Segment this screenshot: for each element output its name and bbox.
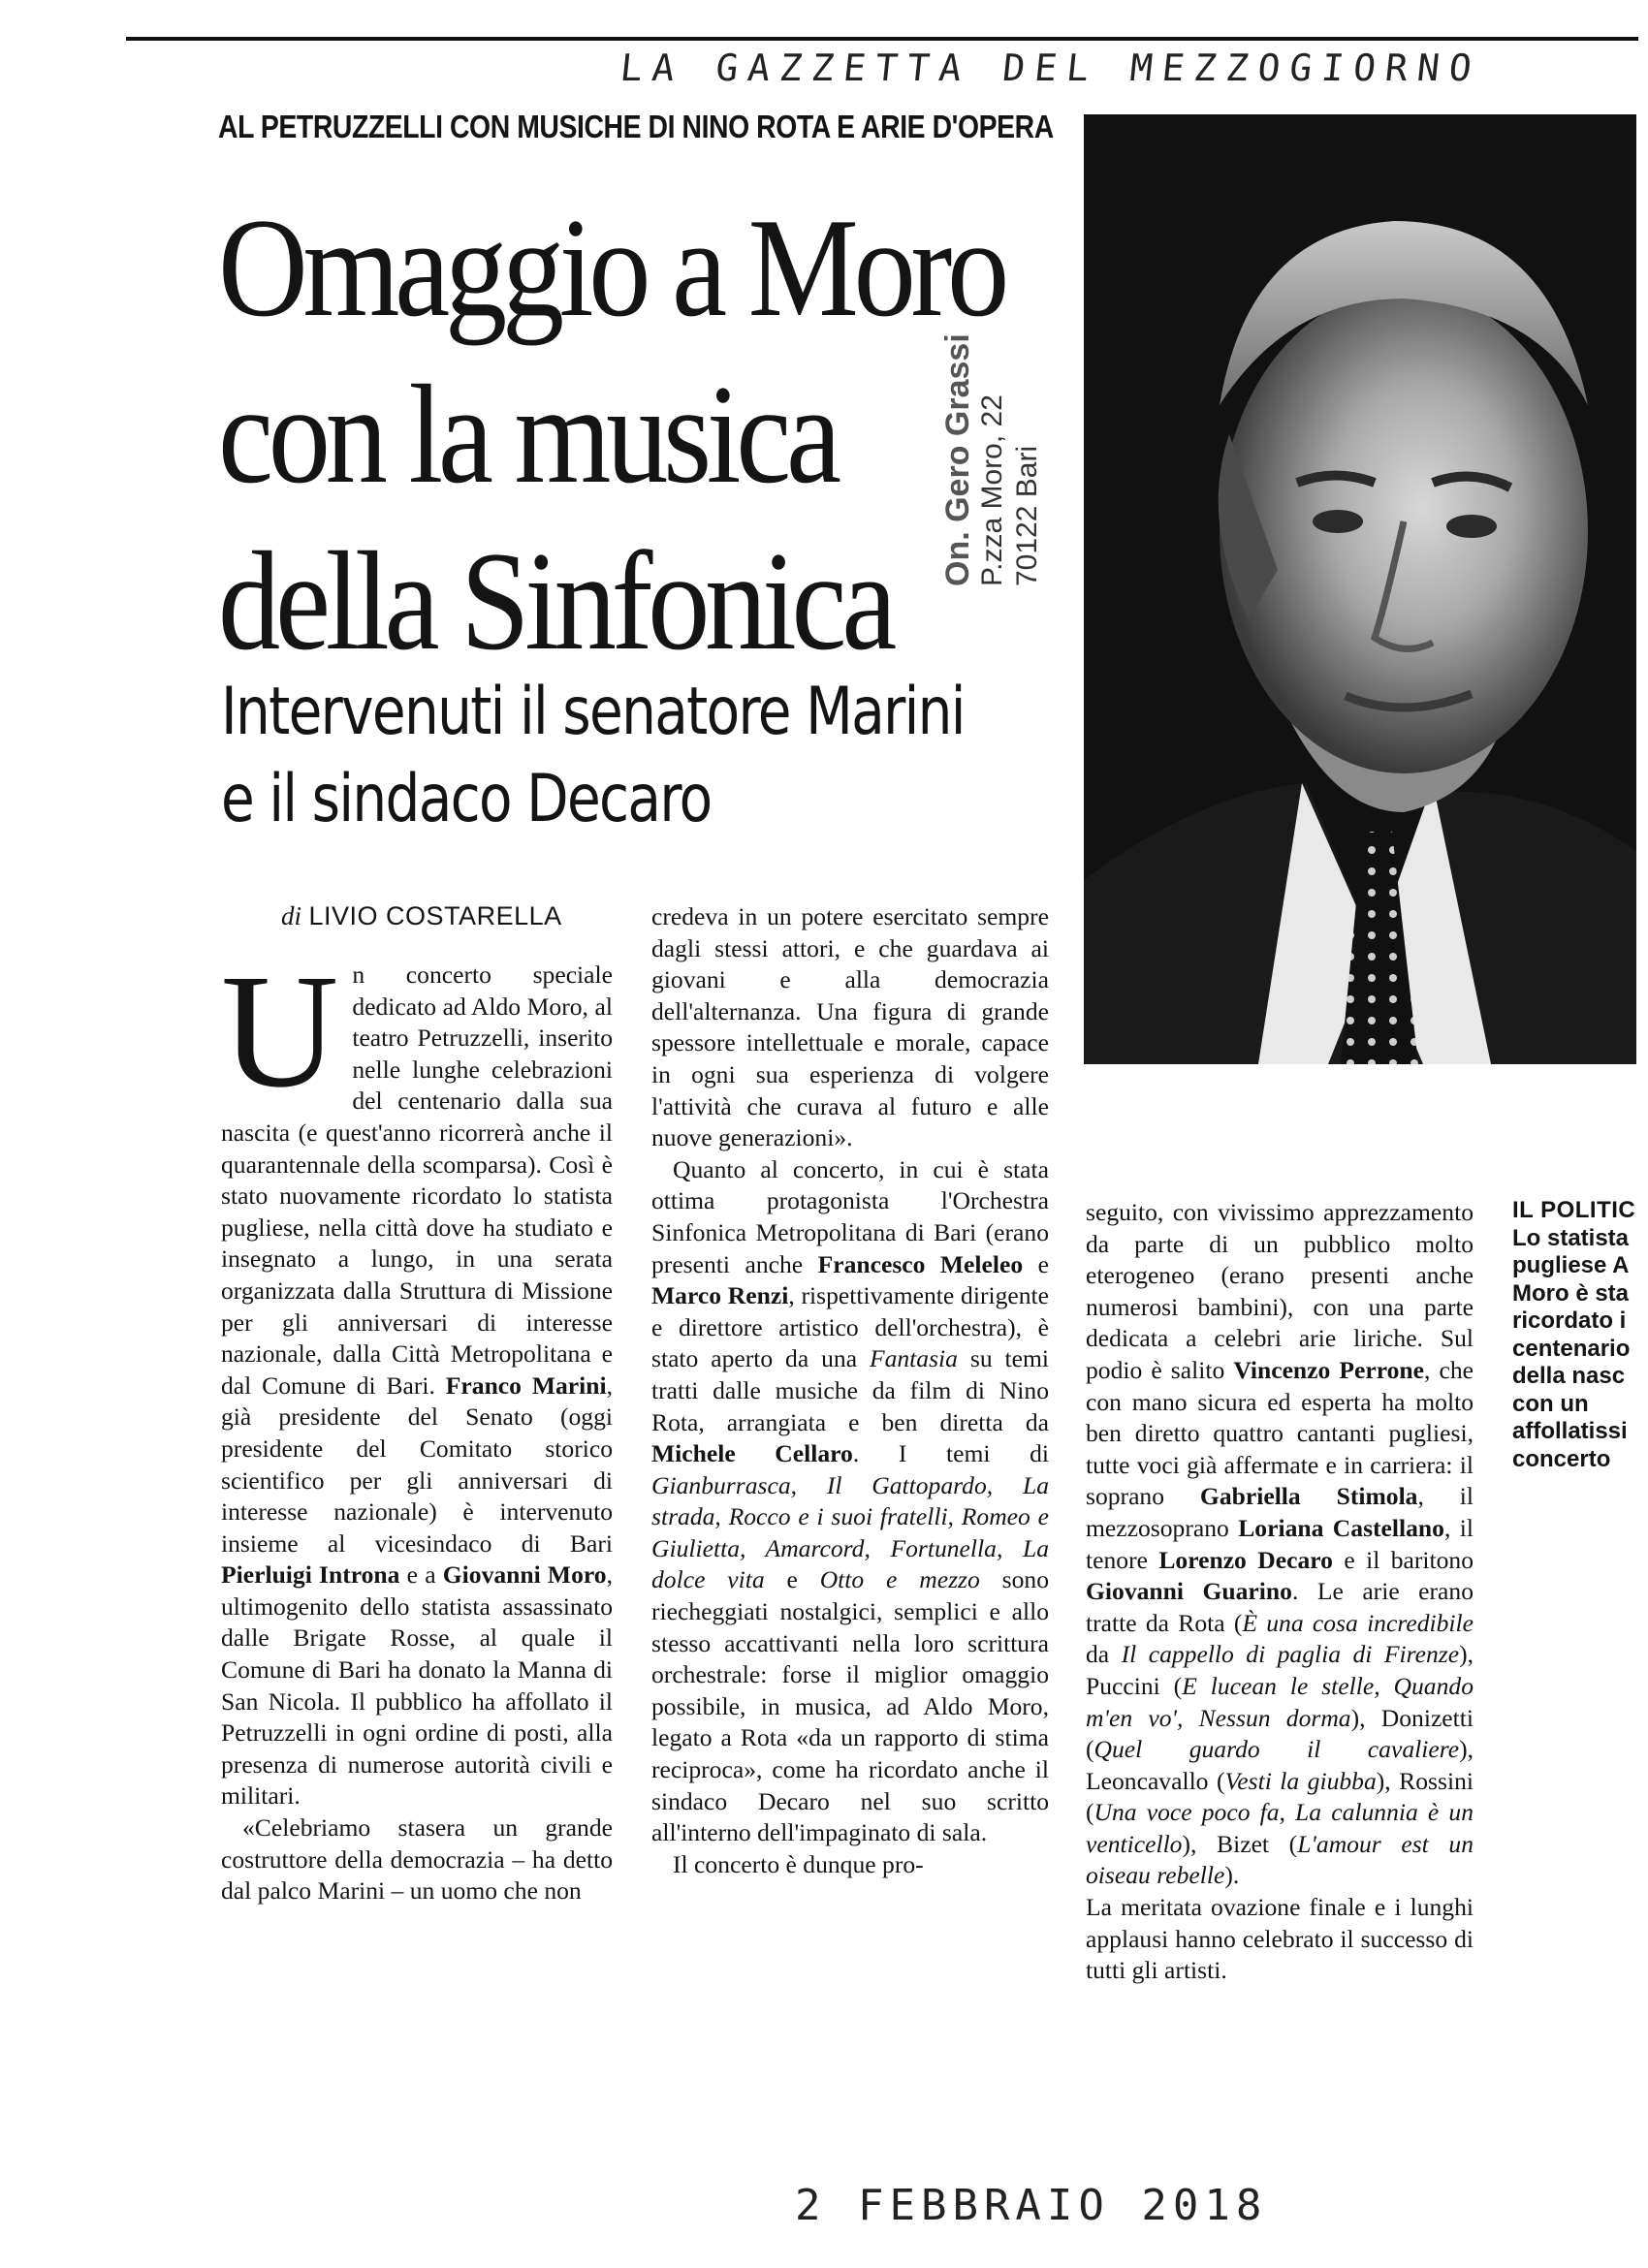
paragraph-text: , già presidente del Senato (oggi presidente del Comitato storico scientifico per gli anniversari di interesse nazionale) è intervenuto insieme al vicesindaco di Bari <box>221 1370 613 1558</box>
paragraph-text: ), Puccini ( <box>1086 1640 1474 1700</box>
name-bold: Marco Renzi <box>651 1281 789 1310</box>
article-kicker: AL PETRUZZELLI CON MUSICHE DI NINO ROTA E ARIE D'OPERA <box>218 109 1054 144</box>
paragraph-2: «Celebriamo stasera un grande costruttore della democrazia – ha detto dal palco Marini – un uomo che non <box>221 1813 613 1906</box>
name-bold: Francesco Meleleo <box>817 1249 1024 1278</box>
paragraph-text: . I temi di <box>852 1439 1049 1468</box>
caption-head: IL POLITIC <box>1512 1197 1636 1223</box>
article-subheadline <box>221 669 965 843</box>
paragraph-text: . Le arie erano tratte da Rota ( <box>1086 1577 1474 1637</box>
byline-prefix: di <box>281 901 302 930</box>
caption-line: della nasc <box>1512 1363 1626 1389</box>
paragraph-text: da <box>1086 1640 1110 1669</box>
paragraph-text: e il baritono <box>1344 1545 1474 1574</box>
caption-line: centenario <box>1512 1335 1631 1362</box>
subhead-line-1: Intervenuti il senatore Marini <box>221 674 965 750</box>
title-italic: Vesti la giubba <box>1224 1766 1377 1795</box>
paragraph-text: , che con mano sicura ed esperta ha molto ben diretto quattro cantanti pugliesi, tutte voci già affermate e in carriera: il soprano <box>1086 1355 1474 1511</box>
caption-line: Moro è sta <box>1512 1279 1630 1307</box>
article-byline <box>281 901 562 931</box>
headline-line-1: Omaggio a Moro <box>218 189 1005 346</box>
title-italic: Fantasia <box>869 1344 958 1373</box>
caption-line: ricordato i <box>1512 1307 1627 1334</box>
paragraph-4 <box>651 1154 1049 1849</box>
paragraph-text: , il tenore <box>1086 1513 1474 1574</box>
stamp-city: 70122 Bari <box>1011 445 1043 586</box>
article-column-1 <box>221 941 613 1907</box>
name-bold: Giovanni Guarino <box>1086 1577 1292 1606</box>
paragraph-text: su temi tratti dalle musiche da film di Nino Rota, arrangiata e ben diretta da <box>651 1344 1049 1436</box>
title-italic: L'amour est un oiseau rebelle <box>1086 1829 1474 1890</box>
name-bold: Gabriella Stimola <box>1199 1482 1418 1511</box>
caption-line: concerto <box>1512 1445 1611 1472</box>
title-italic: È una cosa incredibile <box>1242 1608 1474 1637</box>
paragraph-text: ), Leoncavallo ( <box>1086 1735 1474 1795</box>
article-column-2 <box>651 901 1049 1880</box>
name-bold: Loriana Castellano <box>1238 1513 1444 1542</box>
paragraph-text: Quanto al concerto, in cui è stata ottima protagonista l'Orchestra Sinfonica Metropolitana di Bari (erano presenti anche <box>651 1154 1049 1278</box>
name-bold: Vincenzo Perrone <box>1233 1355 1425 1384</box>
title-italic: Otto e mezzo <box>819 1565 980 1594</box>
title-italic: E lucean le stelle, Quando m'en vo', Nessun dorma <box>1086 1671 1474 1732</box>
paragraph-text: ), Donizetti ( <box>1086 1703 1474 1764</box>
stamp-address: P.zza Moro, 22 <box>976 394 1008 586</box>
title-italic: Gianburrasca, Il Gattopardo, La strada, Rocco e i suoi fratelli, Romeo e Giulietta, Amarcord, Fortunella, La dolce vita <box>651 1470 1049 1594</box>
photo-caption <box>1512 1197 1635 1473</box>
title-italic: Una voce poco fa, La calunnia è un venticello <box>1086 1798 1474 1858</box>
paragraph-text: ), Rossini ( <box>1086 1766 1474 1827</box>
paragraph-text: ), Bizet ( <box>1182 1829 1298 1858</box>
paragraph-3: credeva in un potere esercitato sempre dagli stessi attori, e che guardava ai giovani e alla democrazia dell'alternanza. Una figura di grande spessore intellettuale e morale, capace in ogni sua esperienza di volgere l'attività che curava al futuro e alle nuove generazioni». <box>651 902 1049 1152</box>
paragraph-text: e <box>786 1565 798 1594</box>
headline-line-3: della Sinfonica <box>218 522 893 679</box>
name-bold: Pierluigi Introna <box>221 1560 400 1590</box>
paragraph-text: ). <box>1224 1861 1240 1890</box>
headline-line-2: con la musica <box>218 356 837 513</box>
handwritten-date: 2 FEBBRAIO 2018 <box>795 2181 1268 2230</box>
handwritten-newspaper-name: LA GAZZETTA DEL MEZZOGIORNO <box>618 47 1484 89</box>
paragraph-1 <box>221 941 613 1812</box>
subhead-line-2: e il sindaco Decaro <box>221 761 712 837</box>
drop-cap: U <box>221 941 339 1121</box>
caption-line: Lo statista <box>1512 1224 1630 1251</box>
paragraph-text: n concerto speciale dedicato ad Aldo Moro, al teatro Petruzzelli, inserito nelle lunghe celebrazioni del centenario dalla sua nascita (e quest'anno ricorrerà anche il quarantennale della scomparsa). Così è stato nuovamente ricordato lo statista pugliese, nella città dove ha studiato e insegnato a lungo, in una serata organizzata dalla Struttura di Missione per gli anniversari di interesse nazionale, dalla Città Metropolitana e dal Comune di Bari. <box>221 961 613 1400</box>
byline-author: LIVIO COSTARELLA <box>308 901 562 930</box>
name-bold: Giovanni Moro <box>442 1560 607 1590</box>
paragraph-text: , il mezzosoprano <box>1086 1482 1474 1542</box>
paragraph-text: , ultimogenito dello statista assassinato dalle Brigate Rosse, al quale il Comune di Bari ha donato la Manna di San Nicola. Il pubblico ha affollato il Petruzzelli in ogni ordine di posti, alla presenza di numerose autorità civili e militari. <box>221 1560 613 1811</box>
paragraph-5: Il concerto è dunque pro- <box>673 1849 924 1878</box>
name-bold: Franco Marini <box>445 1370 607 1400</box>
title-italic: Il cappello di paglia di Firenze <box>1121 1640 1460 1669</box>
caption-line: affollatissi <box>1512 1418 1628 1444</box>
paragraph-7: La meritata ovazione finale e i lunghi applausi hanno celebrato il successo di tutti gli artisti. <box>1086 1893 1474 1985</box>
caption-line: con un <box>1512 1390 1589 1417</box>
page-top-rule <box>126 37 1638 41</box>
paragraph-text: , rispettivamente dirigente e direttore artistico dell'orchestra), è stato aperto da una <box>651 1281 1050 1373</box>
caption-line: pugliese A <box>1512 1252 1630 1278</box>
article-column-3 <box>1086 1197 1474 1987</box>
name-bold: Michele Cellaro <box>651 1439 853 1468</box>
paragraph-text: e a <box>406 1560 436 1590</box>
paragraph-text: sono riecheggiati nostalgici, semplici e allo stesso accattivanti nella loro scrittura orchestrale: forse il miglior omaggio possibile, in musica, ad Aldo Moro, legato a Rota «da un rapporto di stima reciproca», come ha ricordato anche il sindaco Decaro nel suo scritto all'interno dell'impaginato di sala. <box>651 1565 1049 1847</box>
stamp-name: On. Gero Grassi <box>939 333 976 586</box>
paragraph-text: seguito, con vivissimo apprezzamento da parte di un pubblico molto eterogeneo (erano presenti anche numerosi bambini), con una parte dedicata a celebri arie liriche. Sul podio è salito <box>1086 1198 1474 1384</box>
paragraph-6 <box>1086 1197 1474 1892</box>
title-italic: Quel guardo il cavaliere <box>1093 1735 1460 1764</box>
paragraph-text: e <box>1037 1249 1049 1278</box>
aldo-moro-portrait-photo <box>1084 114 1636 1130</box>
name-bold: Lorenzo Decaro <box>1158 1545 1333 1574</box>
